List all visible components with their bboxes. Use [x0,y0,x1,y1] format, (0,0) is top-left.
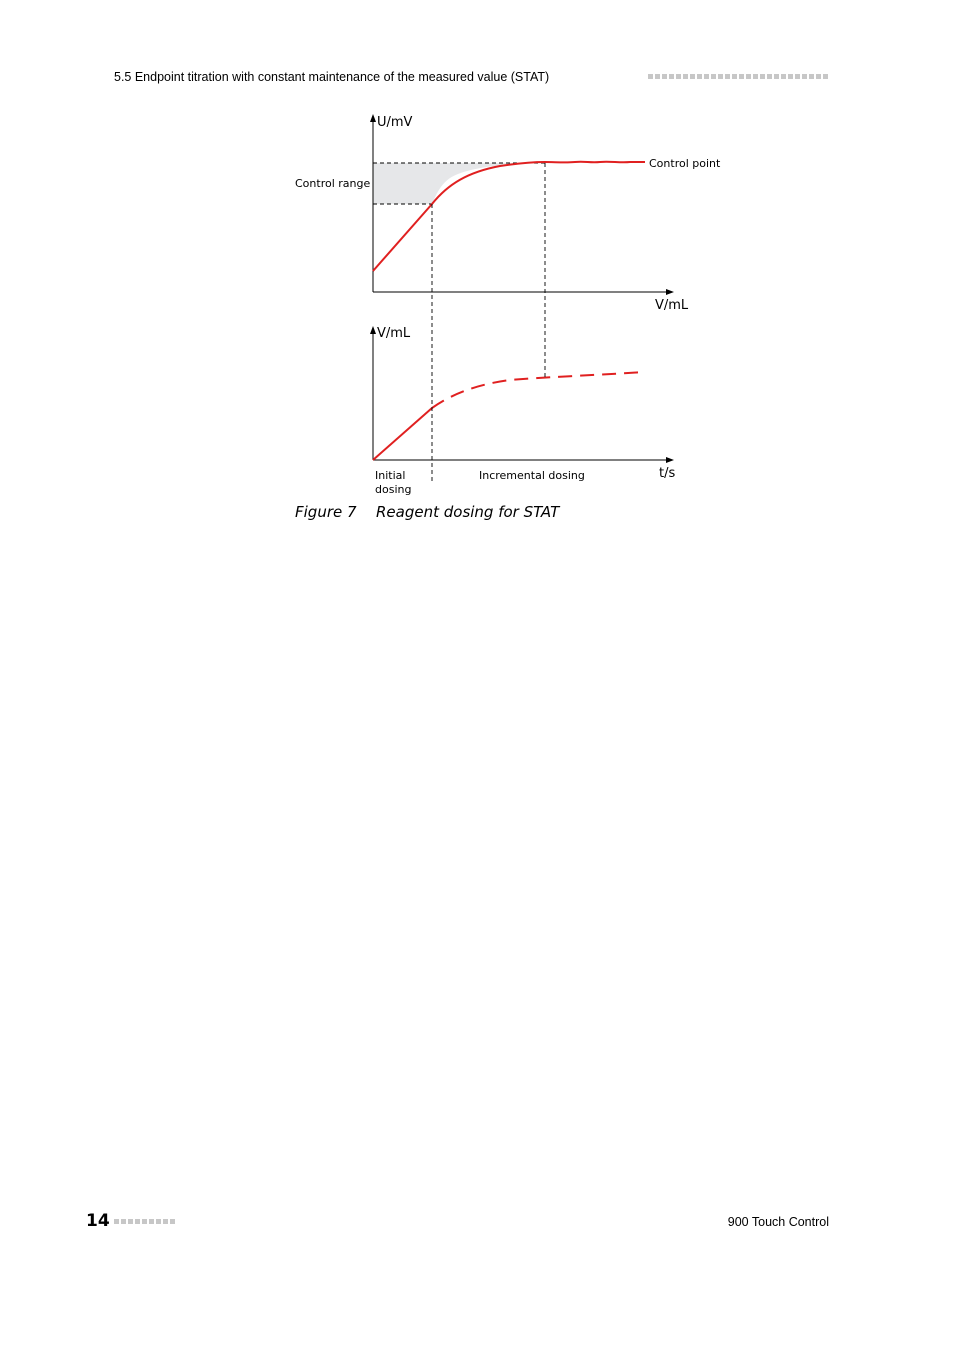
footer-decoration-squares [114,1219,175,1224]
initial-dosing-label-line1: Initial [375,469,406,482]
footer-product-name: 900 Touch Control [727,1215,829,1229]
control-range-label: Control range [295,177,371,190]
figure-caption-text: Reagent dosing for STAT [376,503,560,521]
incremental-dosing-label: Incremental dosing [479,469,585,482]
figure-caption-number: Figure 7 [295,503,357,521]
control-point-label: Control point [649,157,721,170]
stat-dosing-figure [0,0,954,540]
control-range-area [373,163,545,204]
bottom-x-axis-label: t/s [659,466,676,481]
initial-dosing-curve [373,408,432,460]
initial-dosing-label-line2: dosing [375,483,412,496]
running-header-title: 5.5 Endpoint titration with constant maintenance of the measured value (STAT) [114,70,550,84]
page-number: 14 [86,1211,110,1231]
top-y-axis-label: U/mV [377,115,413,130]
figure-caption [295,503,559,521]
bottom-y-axis-label: V/mL [377,326,411,341]
incremental-dosing-curve [432,372,645,408]
top-x-axis-label: V/mL [655,298,689,313]
